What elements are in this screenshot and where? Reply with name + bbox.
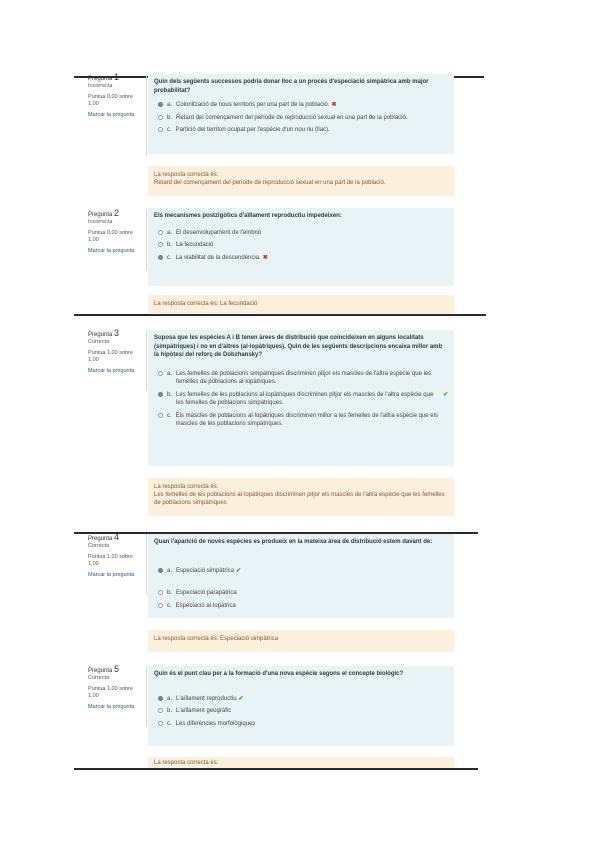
option-letter: b. [167, 391, 173, 398]
answer-options [154, 229, 448, 263]
feedback-title: La resposta correcta és: Especiació simpàtrica [154, 636, 279, 642]
question-number-label: Pregunta [88, 212, 113, 218]
question-text: Suposa que les espècies A i B tenen àrees de distribució que coincideixen en alguns localitats (simpàtriques) i no en d'altres (al·lopàtriques). Quin de les següents descripcions encaixa millor amb la hipòtesi del reforç de Dobzhansky? [154, 335, 443, 358]
incorrect-icon: ✖ [262, 254, 268, 261]
question-info [88, 666, 147, 726]
answer-option[interactable] [158, 412, 448, 429]
option-letter: b. [167, 114, 173, 121]
option-text: Especiació al·lopàtrica [175, 602, 236, 609]
incorrect-icon: ✖ [331, 102, 337, 108]
answer-option[interactable] [158, 707, 448, 716]
option-letter: a. [167, 567, 173, 574]
feedback-box [148, 757, 454, 768]
question-score: Puntua 1,00 sobre 1,00 [88, 686, 133, 699]
question-status: Correcta [88, 543, 110, 549]
flag-question-link[interactable]: Marcar la pregunta [88, 368, 135, 374]
answer-options [154, 695, 448, 729]
option-text: Partició del territori ocupat per l'espècie d'un nou riu (llac). [175, 127, 330, 133]
option-text: Colonització de nous territoris per una part de la població. [176, 102, 330, 108]
question-text: Quin dels següents successos podria donar lloc a un procés d'especiació simpàtrica amb major probabilitat? [154, 79, 429, 94]
question-box [148, 534, 454, 618]
answer-options [154, 370, 448, 429]
option-text: Especiació simpàtrica [176, 567, 235, 574]
answer-option[interactable] [158, 720, 448, 729]
page-divider [74, 314, 486, 316]
option-letter: c. [167, 127, 172, 133]
flag-question-link[interactable]: Marcar la pregunta [88, 704, 135, 710]
option-text: Els mascles de poblacions al·lopàtriques discriminen millor a les femelles de l'altra espècie que els mascles de les poblacions simpàtriques. [175, 412, 438, 427]
question-info [88, 74, 147, 156]
radio-button[interactable] [158, 242, 163, 247]
question-text: Quan l'aparició de noves espècies es produeix en la mateixa àrea de distribució estem davant de: [154, 539, 433, 545]
answer-option[interactable] [158, 101, 448, 110]
question-number: 3 [114, 328, 120, 338]
correct-icon: ✔ [442, 391, 448, 398]
option-text: Retard del començament del període de reproducció sexual en una part de la població. [176, 114, 408, 121]
feedback-box [148, 630, 454, 652]
question-box [148, 208, 454, 286]
option-letter: a. [167, 229, 173, 236]
answer-options [154, 567, 448, 611]
question-box [148, 330, 454, 466]
question-number-label: Pregunta [88, 668, 113, 674]
radio-button[interactable] [158, 255, 163, 260]
answer-option[interactable] [158, 229, 448, 238]
radio-button[interactable] [158, 721, 163, 726]
question-box [148, 666, 454, 746]
flag-question-link[interactable]: Marcar la pregunta [88, 572, 135, 578]
answer-option[interactable] [158, 241, 448, 250]
option-text: Especiació parapàtrica [176, 590, 237, 596]
answer-option[interactable] [158, 254, 448, 263]
option-letter: c. [167, 720, 172, 727]
option-text: El desenvolupament de l'embrió [176, 229, 262, 236]
feedback-title: La resposta correcta és: [154, 760, 219, 766]
option-letter: a. [167, 695, 173, 702]
question-score: Puntua 1,00 sobre 1,00 [88, 554, 133, 567]
answer-option[interactable] [158, 602, 448, 611]
feedback-box [148, 478, 454, 516]
option-letter: a. [167, 370, 173, 377]
radio-button[interactable] [158, 371, 163, 376]
feedback-box [148, 166, 454, 196]
option-letter: b. [167, 590, 173, 596]
option-text: Les femelles de les poblacions al·lopàtriques discriminen pitjor els mascles de l'altra espècie que les femelles de poblacions simpàtriques. [176, 391, 434, 406]
answer-option[interactable] [158, 114, 448, 123]
question-status: Incorrecta [88, 83, 113, 89]
radio-button[interactable] [158, 392, 163, 397]
option-letter: c. [167, 254, 172, 261]
answer-options [154, 101, 448, 135]
correct-icon: ✔ [238, 695, 244, 702]
question-score: Puntua 0,00 sobre 1,00 [88, 230, 133, 243]
feedback-box [148, 295, 454, 313]
question-number-label: Pregunta [88, 536, 113, 542]
question-number: 4 [114, 532, 120, 542]
feedback-title: La resposta correcta és: La fecundació [154, 301, 258, 307]
flag-question-link[interactable]: Marcar la pregunta [88, 112, 135, 118]
option-text: L'aïllament geogràfic [176, 708, 232, 714]
question-score: Puntua 1,00 sobre 1,00 [88, 350, 133, 363]
feedback-title: La resposta correcta és: [154, 484, 219, 490]
radio-button[interactable] [158, 115, 163, 120]
option-letter: c. [167, 602, 172, 609]
option-text: La viabilitat de la descendència. [175, 254, 261, 261]
radio-button[interactable] [158, 708, 163, 713]
question-info [88, 534, 147, 594]
question-number: 2 [114, 208, 120, 218]
feedback-answer: Retard del començament del període de reproducció sexual en una part de la població. [154, 180, 386, 186]
option-letter: a. [167, 102, 173, 108]
question-status: Correcta [88, 675, 110, 681]
question-number: 5 [114, 664, 120, 674]
answer-option[interactable] [158, 567, 448, 576]
answer-option[interactable] [158, 391, 448, 408]
radio-button[interactable] [158, 590, 163, 595]
radio-button[interactable] [158, 102, 163, 107]
option-text: L'aïllament reproductiu [176, 695, 237, 702]
radio-button[interactable] [158, 230, 163, 235]
question-info [88, 330, 147, 390]
flag-question-link[interactable]: Marcar la pregunta [88, 248, 135, 254]
answer-option[interactable] [158, 695, 448, 704]
page-divider [74, 768, 478, 770]
feedback-title: La resposta correcta és: [154, 172, 219, 178]
option-letter: b. [167, 708, 173, 714]
answer-option[interactable] [158, 589, 448, 598]
feedback-answer: Les femelles de les poblacions al·lopàtriques discriminen pitjor els mascles de l'altra espècie que les femelles de poblacions simpàtriques [154, 492, 445, 506]
option-text: Les femelles de poblacions simpàtriques discriminen pitjor els mascles de l'altra espècie que les femelles de poblacions al·lopàtriques. [176, 370, 432, 385]
question-status: Correcta [88, 339, 110, 345]
answer-option[interactable] [158, 126, 448, 135]
radio-button[interactable] [158, 413, 163, 418]
question-status: Incorrecta [88, 219, 113, 225]
question-number-label: Pregunta [88, 332, 113, 338]
correct-icon: ✔ [236, 567, 242, 574]
answer-option[interactable] [158, 370, 448, 387]
question-text: Els mecanismes postzigòtics d'aïllament reproductiu impedeixen: [154, 213, 342, 219]
radio-button[interactable] [158, 603, 163, 608]
option-letter: b. [167, 242, 173, 248]
question-text: Quin és el punt clau per a la formació d'una nova espècie segons el concepte biològic? [154, 671, 404, 677]
radio-button[interactable] [158, 568, 163, 573]
question-number-label: Pregunta [88, 76, 113, 82]
radio-button[interactable] [158, 127, 163, 132]
question-info [88, 210, 147, 270]
question-number: 1 [114, 72, 120, 82]
option-text: Les diferències morfològiques [175, 720, 256, 727]
radio-button[interactable] [158, 696, 163, 701]
option-letter: c. [167, 412, 172, 419]
option-text: La fecundació [176, 242, 214, 248]
question-score: Puntua 0,00 sobre 1,00 [88, 94, 133, 107]
question-box [148, 74, 454, 154]
